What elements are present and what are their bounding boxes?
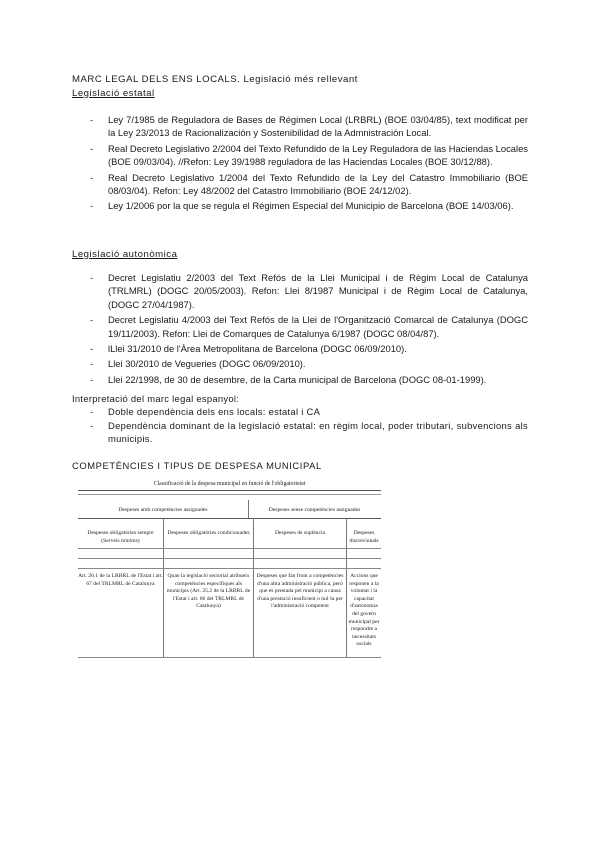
list-item: - Ley 1/2006 por la que se regula el Régimen Especial del Municipio de Barcelona (BOE 14/03/06).	[72, 199, 528, 212]
interpretation-section	[72, 392, 528, 446]
competencies-heading: COMPETÈNCIES I TIPUS DE DESPESA MUNICIPAL	[72, 460, 322, 471]
col-header-mandatory: Despeses obligatòries sempre (Serveis mínims)	[87, 530, 154, 544]
state-legislation-heading: Legislació estatal	[72, 88, 155, 99]
list-item: - Decret Legislatiu 4/2003 del Text Refós de la Llei de l'Organització Comarcal de Catalunya (DOGC 19/11/2003). Refon: Llei de Comarques de Catalunya 6/1987 (DOGC 08/04/87).	[72, 313, 528, 340]
col-header-conditional: Despeses obligatòries condicionades	[167, 530, 250, 536]
table-cell: Art. 26.1 de la LRBRL de l'Estat i art. 67 del TRLMRL de Catalunya	[78, 573, 163, 587]
table-caption: Classificació de la despesa municipal en funció de l'obligatorietat	[153, 481, 306, 487]
interpretation-list	[72, 405, 528, 445]
group-header-unassigned: Despeses sense competències assignades	[268, 507, 361, 513]
autonomic-legislation-heading: Legislació autonòmica	[72, 249, 178, 260]
list-item: - Dependència dominant de la legislació estatal: en règim local, poder tributari, subvencions als municipis.	[72, 419, 528, 446]
document-title: MARC LEGAL DELS ENS LOCALS. Legislació més rellevant	[72, 74, 358, 85]
list-item: - Real Decreto Legislativo 1/2004 del Texto Refundido de la Ley del Catastro Immobiliario (BOE 08/03/04). Refon: Ley 48/2002 del Catastro Immobiliario (BOE 24/12/02).	[72, 171, 528, 198]
list-item: - lLlei 31/2010 de l'Àrea Metropolitana de Barcelona (DOGC 06/09/2010).	[72, 342, 528, 355]
table-cell: Quan la legislació sectorial atribueix competències específiques als municipis (Art. 25.2 de la LRBRL de l'Estat i art. 66 del TRLMRL de Catalunya)	[166, 573, 251, 610]
col-header-discretionary: Despeses discrecionals	[349, 530, 379, 544]
table-cell: Despeses que fan front a competències d'una altra administració pública, però que és prestada pel municipi a causa d'una prestació insuficient o nul·la per l'administració competent	[256, 573, 344, 610]
state-legislation-list	[72, 113, 528, 215]
list-item: - Real Decreto Legislativo 2/2004 del Texto Refundido de la Ley Reguladora de las Haciendas Locales (BOE 09/03/04). //Refon: Ley 39/1988 reguladora de las Haciendas Locales (BOE 30/12/88).	[72, 142, 528, 169]
scanned-table-image	[78, 478, 381, 658]
list-item: - Llei 30/2010 de Vegueries (DOGC 06/09/2010).	[72, 357, 528, 370]
autonomic-legislation-list	[72, 271, 528, 388]
col-header-substitution: Despeses de suplència	[274, 530, 326, 536]
list-item: - Decret Legislatiu 2/2003 del Text Refós de la Llei Municipal i de Règim Local de Catalunya (TRLMRL) (DOGC 20/05/2003). Refon: Llei 8/1987 Municipal i de Règim Local de Catalunya, (DOGC 27/04/1987).	[72, 271, 528, 311]
list-item: - Ley 7/1985 de Reguladora de Bases de Régimen Local (LRBRL) (BOE 03/04/85), text modificat per la Ley 23/2013 de Racionalización y Sostenibilidad de la Admnistración Local.	[72, 113, 528, 140]
list-item: - Doble dependència dels ens locals: estatal i CA	[72, 405, 528, 418]
list-item: - Llei 22/1998, de 30 de desembre, de la Carta municipal de Barcelona (DOGC 08-01-1999).	[72, 373, 528, 386]
group-header-assigned: Despeses amb competències assignades	[118, 507, 208, 513]
interpretation-heading: Interpretació del marc legal espanyol:	[72, 393, 240, 404]
table-cell: Accions que responen a la voluntat i la capacitat d'autonomia del govern municipal per respondre a necessitats socials	[348, 573, 380, 648]
